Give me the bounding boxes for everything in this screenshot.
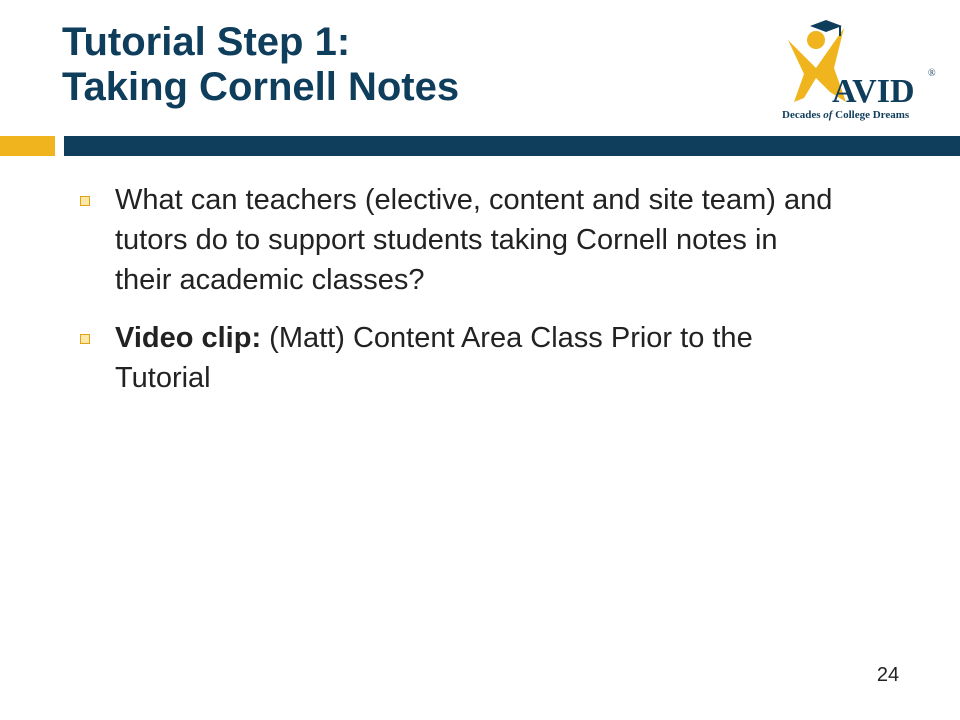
bullet-body-text: What can teachers (elective, content and site team) and tutors do to support students taking Cornell notes in their academic classes? [115,184,833,296]
svg-text:Decades of College Dreams [782,109,910,121]
square-bullet-icon [80,334,90,344]
logo-tagline-suffix: College Dreams [832,109,910,121]
page-number: 24 [876,664,900,686]
square-bullet-icon [80,196,90,206]
svg-text:AVID [832,73,915,110]
logo-tagline-of: of [823,109,833,121]
bullet-text [115,318,840,398]
bullet-body-text: (Matt) Content Area Class Prior to the Tutorial [115,322,753,394]
bullet-item [80,318,840,398]
header-rule-bar [64,136,960,156]
svg-text:® [928,68,936,79]
logo-brand-text: AVID [832,73,915,110]
avid-logo [776,18,944,122]
bullet-bold-text: Video clip: [115,322,262,354]
logo-registered-mark: ® [928,68,936,79]
bullet-list [80,180,840,416]
title-line-1: Tutorial Step 1: [62,20,351,64]
logo-tagline-prefix: Decades [782,109,824,121]
slide-title [62,20,742,110]
title-line-2: Taking Cornell Notes [62,65,460,109]
bullet-text [115,180,840,300]
bullet-item [80,180,840,300]
header-accent-bar [0,136,55,156]
